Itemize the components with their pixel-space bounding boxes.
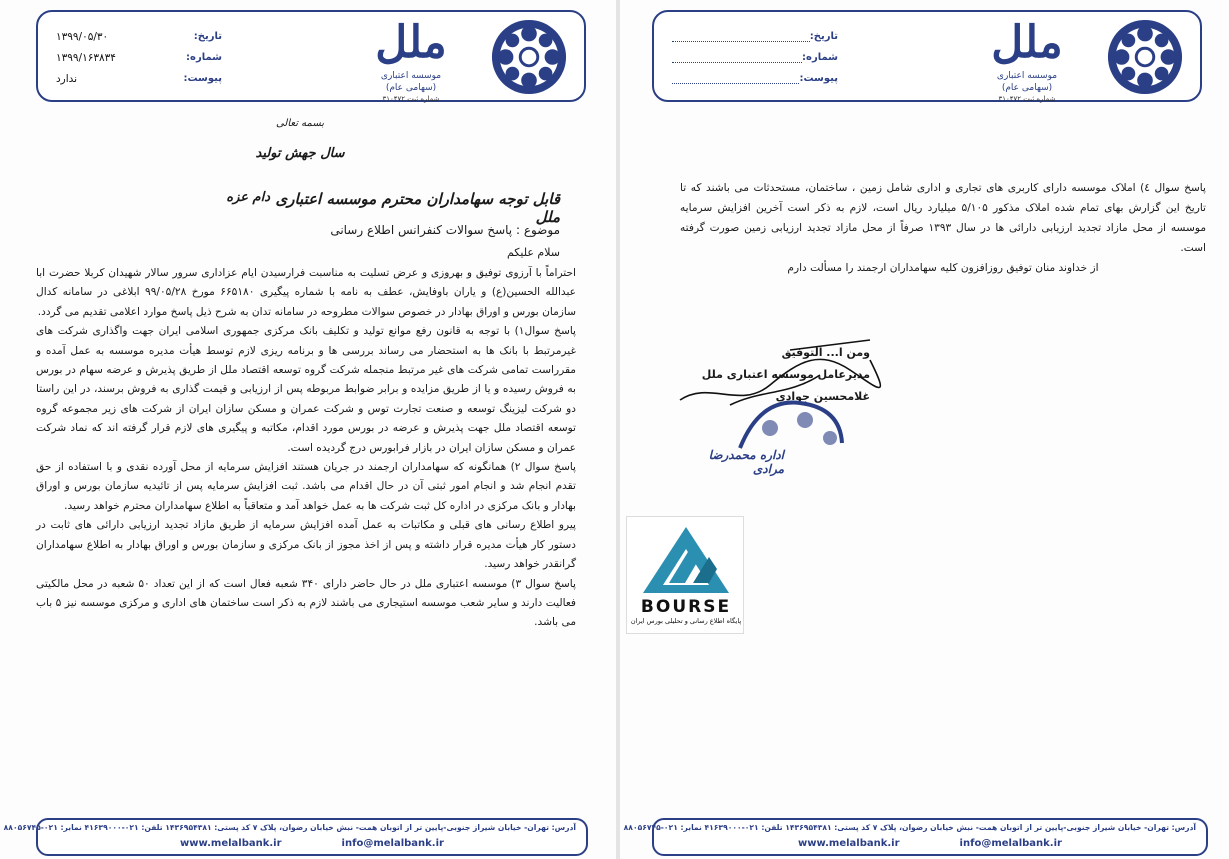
letter-footer-2 xyxy=(623,818,1208,856)
melal-emblem-icon xyxy=(1106,18,1184,96)
meta-date-row-2 xyxy=(668,26,838,47)
footer-links xyxy=(38,838,586,849)
addressee-tail: دام عزه xyxy=(226,190,270,205)
footer-address: آدرس: تهران- خیابان شیراز جنوبی-پایین تر از اتوبان همت- نبش خیابان رضوان، پلاک ۷ کد پستی: ۱۴۳۶۹۵۴۳۸۱ تلفن: ۰۲۱-۴۱۶۳۹۰۰۰ نمابر: ۰۲۱-۸۸۰۵۶۷۴۵ xyxy=(3,823,576,832)
footer-email-link-2[interactable]: info@melalbank.ir xyxy=(959,838,1062,849)
body-paragraph-answer-3: پاسخ سوال ۳) موسسه اعتباری ملل در حال حاضر دارای ۳۴۰ شعبه فعال است که از این تعداد ۵۰ شعبه در محل مالکیتی فعالیت دارند و سایر شعب موسسه استیجاری می باشند لازم به ذکر است ساختمان های اداری و مرکزی موسسه نیز ۵ باب می باشد. xyxy=(36,577,576,629)
closing-line: از خداوند منان توفیق روزافزون کلیه سهامداران ارجمند را مسألت دارم xyxy=(787,262,1099,274)
cc-handwritten-name xyxy=(674,448,784,476)
number-blank xyxy=(672,53,802,63)
body-paragraph-intro: احتراماً با آرزوی توفیق و بهروزی و عرض تسلیت به مناسبت فرارسیدن ایام عزاداری سرور سالار شهیدان کربلا حضرت ابا عبدالله الحسین(ع) و یاران باوفایش، عطف به نامه با شماره پیگیری ۶۶۵۱۸۰ مورخ ۹۹/۰۵/۲۸ ابلاغی در سامانه کدال سازمان بورس و اوراق بهادار در خصوص سوالات مطروحه در سامانه تدان به شرح ذیل پاسخ موارد اعلامی تقدیم می گردد. xyxy=(36,267,576,318)
brand-name-2: ملل xyxy=(991,17,1063,68)
bourse24-watermark xyxy=(626,516,744,634)
meta-date-row xyxy=(52,26,222,47)
bismillah: بسمه تعالی xyxy=(275,118,325,129)
date-label-2: تاریخ: xyxy=(809,31,838,42)
footer-website-link[interactable]: www.melalbank.ir xyxy=(180,838,282,849)
signature-name: غلامحسین جوادی xyxy=(775,390,870,403)
melal-emblem-icon xyxy=(490,18,568,96)
attachment-label: پیوست: xyxy=(183,73,222,84)
attachment-value: ندارد xyxy=(56,72,78,85)
brand-logo xyxy=(346,16,476,103)
attachment-blank xyxy=(672,74,799,84)
brand-registration-2: شماره ثبت ۳۱۰۴۷۲ xyxy=(998,95,1056,103)
brand-registration: شماره ثبت ۳۱۰۴۷۲ xyxy=(382,95,440,103)
cc-name: محمدرضا مرادی xyxy=(708,448,784,476)
date-value: ۱۳۹۹/۰۵/۳۰ xyxy=(56,30,109,43)
letterhead-2 xyxy=(652,10,1202,102)
brand-institute-2: موسسه اعتباری xyxy=(996,71,1058,81)
meta-attachment-row xyxy=(52,68,222,89)
addressee: قابل توجه سهامداران محترم موسسه اعتباری ملل xyxy=(275,190,560,226)
body-paragraph-answer-4: پاسخ سوال ٤) املاک موسسه دارای کاربری های تجاری و اداری شامل زمین ، ساختمان، مستحدثات می باشند که تا تاریخ این گزارش بهای تمام شده املاک مذکور ۵/۱۰۵ میلیارد ریال است، لازم به ذکر است آخرین افزایش سرمایه موسسه از محل مازاد تجدید ارزیابی دارائی ها در سال ۱۳۹۳ صرفاً از محل مازاد تجدید ارزیابی زمین صورت گرفته است. xyxy=(680,182,1207,254)
footer-address-2: آدرس: تهران- خیابان شیراز جنوبی-پایین تر از اتوبان همت- نبش خیابان رضوان، پلاک ۷ کد پستی: ۱۴۳۶۹۵۴۳۸۱ تلفن: ۰۲۱-۴۱۶۳۹۰۰۰ نمابر: ۰۲۱-۸۸۰۵۶۷۴۵ xyxy=(623,823,1196,832)
date-label: تاریخ: xyxy=(193,31,222,42)
body-paragraph-followup: پیرو اطلاع رسانی های قبلی و مکاتبات به عمل آمده افزایش سرمایه از طریق مازاد تجدید ارزیابی دارائی های ثابت در دستور کار هیأت مدیره قرار داشته و پس از اخذ مجوز از بانک مرکزی و سازمان بورس و اوراق بهادار به اطلاع سهامداران گرانقدر خواهد رسید. xyxy=(36,519,576,571)
signature-title: مدیرعامل موسسه اعتباری ملل xyxy=(701,368,870,381)
brand-type: (سهامی عام) xyxy=(385,83,437,93)
letter-meta xyxy=(52,26,222,89)
signature-valediction: ومن ا... التوفیق xyxy=(781,346,870,359)
brand-institute: موسسه اعتباری xyxy=(380,71,442,81)
brand-name: ملل xyxy=(375,17,447,68)
letterhead xyxy=(36,10,586,102)
meta-number-row xyxy=(52,47,222,68)
meta-number-row-2 xyxy=(668,47,838,68)
brand-type-2: (سهامی عام) xyxy=(1001,83,1053,93)
footer-email-link[interactable]: info@melalbank.ir xyxy=(341,838,444,849)
number-label-2: شماره: xyxy=(802,52,838,63)
cc-prefix: اداره xyxy=(759,448,784,462)
letter-body xyxy=(36,264,576,633)
body-paragraph-answer-1: پاسخ سوال۱) با توجه به قانون رفع موانع تولید و تکلیف بانک مرکزی جمهوری اسلامی ایران جهت واگذاری شرکت های غیرمرتبط با بانک ها به استحضار می رساند بررسی ها و برنامه ریزی لازم توسط هیأت مدیره موسسه به عمل آمده و مقرراست تمامی شرکت های غیر مرتبط منجمله شرکت گروه توسعه اقتصاد ملل از طریق پذیرش و عرضه سهام در بورس به فروش رسیده و یا از طریق مزایده و برابر ضوابط مربوطه پس از ارزیابی و قیمت گذاری به فروش برسند، در این راستا دو شرکت لیزینگ توسعه و صنعت تجارت توس و شرکت عمران و مسکن سازان ایران از شرکت های زیر مجموعه گروه توسعه اقتصاد ملل جهت پذیرش و عرضه در بورس مورد اقدام، مکاتبه و پیگیری های لازم قرار گرفته اند که نماد شرکت عمران و مسکن سازان ایران در بازار فرابورس درج گردیده است. xyxy=(36,325,577,454)
subject-line: موضوع : پاسخ سوالات کنفرانس اطلاع رسانی xyxy=(330,223,560,237)
watermark-word: BOURSE xyxy=(640,597,732,617)
salutation: سلام علیکم xyxy=(506,246,560,259)
footer-website-link-2[interactable]: www.melalbank.ir xyxy=(798,838,900,849)
bourse24-logo-icon xyxy=(639,523,733,599)
continuation-body xyxy=(680,178,1206,278)
number-value: ۱۳۹۹/۱۶۳۸۳۴ xyxy=(56,51,116,64)
brand-logo-2 xyxy=(962,16,1092,103)
body-paragraph-answer-2: پاسخ سوال ۲) همانگونه که سهامداران ارجمند در جریان هستند افزایش سرمایه از محل آورده نقدی و با استفاده از حق تقدم انجام شد و انجام امور ثبتی آن در حال اقدام می باشد. ثبت افزایش سرمایه پس از تائیدیه سازمان بورس و اوراق بهادار و بانک مرکزی در اداره کل ثبت شرکت ها به عمل خواهد آمد و متعاقباً به اطلاع سهامداران محترم خواهد رسید. xyxy=(36,461,576,512)
letter-meta-2 xyxy=(668,26,838,89)
number-label: شماره: xyxy=(186,52,222,63)
attachment-label-2: پیوست: xyxy=(799,73,838,84)
letter-page-2 xyxy=(620,0,1229,859)
footer-links-2 xyxy=(654,838,1206,849)
date-blank xyxy=(672,32,810,42)
watermark-caption: پایگاه اطلاع رسانی و تحلیلی بورس ایران xyxy=(630,617,742,625)
letter-footer xyxy=(3,818,588,856)
meta-attachment-row-2 xyxy=(668,68,838,89)
year-slogan: سال جهش تولید xyxy=(255,146,345,161)
